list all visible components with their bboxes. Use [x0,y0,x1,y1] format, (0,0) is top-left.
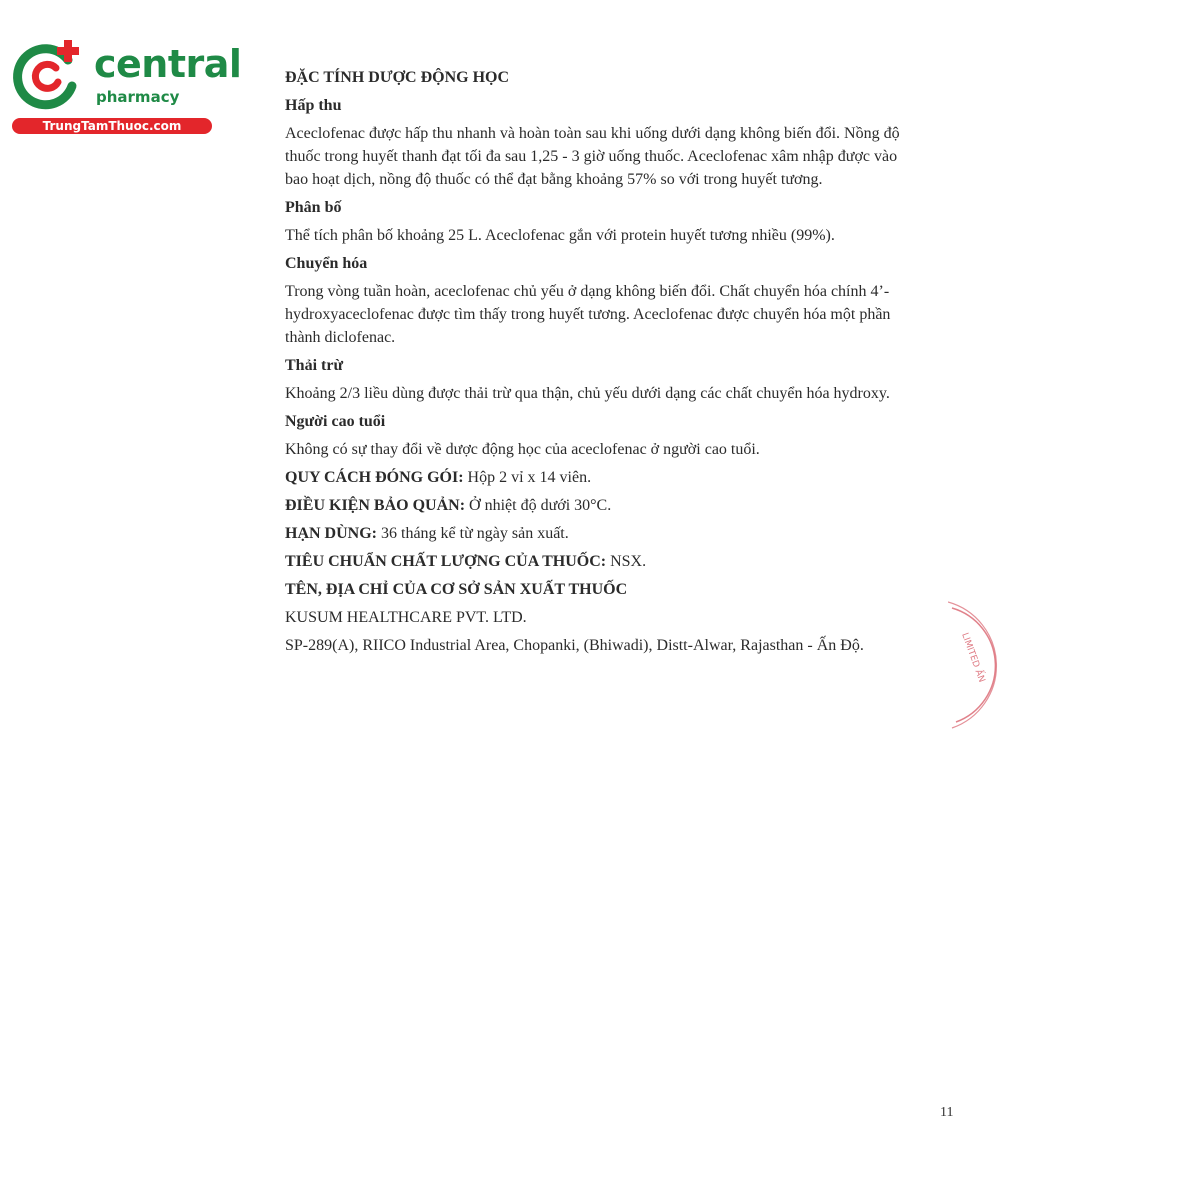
logo-website: TrungTamThuoc.com [12,118,212,134]
text-line: Aceclofenac được hấp thu nhanh và hoàn toàn sau khi uống dưới dạng không biến đổi. Nồng độ [285,125,900,142]
spec-label: QUY CÁCH ĐÓNG GÓI: [285,469,464,486]
central-pharmacy-logo [8,36,242,136]
spec-value: Hộp 2 vỉ x 14 viên. [463,469,592,486]
spec-label: HẠN DÙNG: [285,525,377,542]
company-stamp-icon [948,600,998,730]
manufacturer-address: SP-289(A), RIICO Industrial Area, Chopanki, (Bhiwadi), Distt-Alwar, Rajasthan - Ấn Độ. [285,637,864,654]
spec-quality-standard [285,550,960,573]
manufacturer-name: KUSUM HEALTHCARE PVT. LTD. [285,609,527,626]
logo-brand-name: central [94,42,242,86]
subsection-title-elimination: Thải trừ [285,357,344,374]
text-line: hydroxyaceclofenac được tìm thấy trong huyết tương. Aceclofenac được chuyển hóa một phần [285,306,891,323]
spec-value: 36 tháng kể từ ngày sản xuất. [377,525,569,542]
text-line: Trong vòng tuần hoàn, aceclofenac chủ yếu ở dạng không biến đổi. Chất chuyển hóa chính 4’- [285,283,890,300]
spec-value: NSX. [606,553,647,570]
paragraph-elderly [285,438,960,461]
spec-shelf-life [285,522,960,545]
text-line: Thể tích phân bố khoảng 25 L. Aceclofenac gắn với protein huyết tương nhiều (99%). [285,227,835,244]
spec-value: Ở nhiệt độ dưới 30°C. [465,497,612,514]
text-line: Khoảng 2/3 liều dùng được thải trừ qua thận, chủ yếu dưới dạng các chất chuyển hóa hydroxy. [285,385,890,402]
manufacturer-heading: TÊN, ĐỊA CHỈ CỦA CƠ SỞ SẢN XUẤT THUỐC [285,581,628,598]
spec-label: TIÊU CHUẨN CHẤT LƯỢNG CỦA THUỐC: [285,553,607,570]
subsection-title-absorption: Hấp thu [285,97,342,114]
spec-packaging [285,466,960,489]
spec-label: ĐIỀU KIỆN BẢO QUẢN: [285,497,466,514]
paragraph-metabolism [285,280,960,349]
document-body [285,66,960,657]
text-line: thành diclofenac. [285,329,396,346]
paragraph-distribution [285,224,960,247]
subsection-title-distribution: Phân bố [285,199,342,216]
spec-storage [285,494,960,517]
cross-ring-logo-icon [10,38,84,112]
subsection-title-elderly: Người cao tuổi [285,413,386,430]
section-heading-pharmacokinetics: ĐẶC TÍNH DƯỢC ĐỘNG HỌC [285,69,510,86]
page-number: 11 [940,1105,954,1120]
text-line: thuốc trong huyết thanh đạt tối đa sau 1,25 - 3 giờ uống thuốc. Aceclofenac xâm nhập được vào [285,148,898,165]
logo-subtitle: pharmacy [96,88,180,106]
paragraph-absorption [285,122,960,191]
stamp-text: LIMITED ẤN [959,631,987,684]
text-line: Không có sự thay đổi về dược động học của aceclofenac ở người cao tuổi. [285,441,760,458]
paragraph-elimination [285,382,960,405]
text-line: bao hoạt dịch, nồng độ thuốc có thể đạt bằng khoảng 57% so với trong huyết tương. [285,171,823,188]
subsection-title-metabolism: Chuyển hóa [285,255,368,272]
